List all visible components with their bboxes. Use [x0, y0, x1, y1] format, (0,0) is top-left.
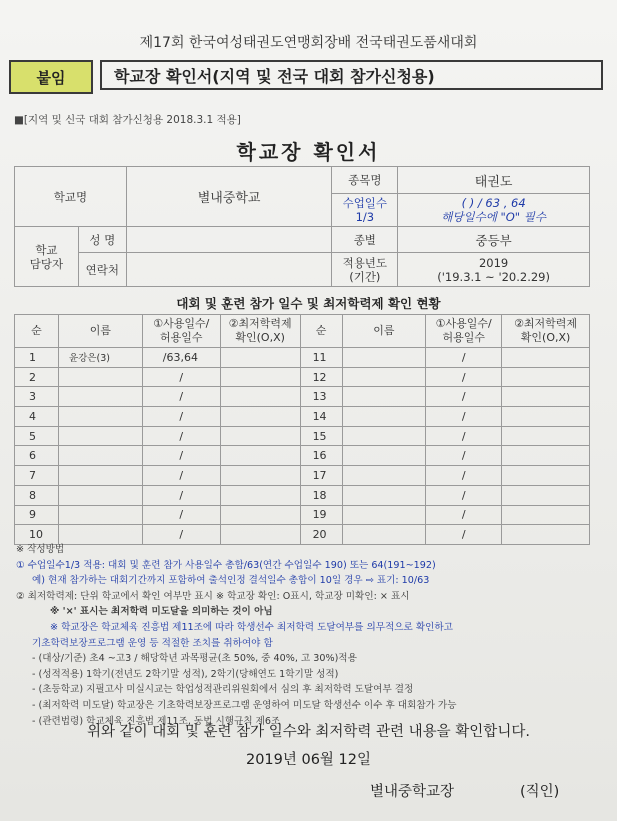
confirmation-statement: 위와 같이 대회 및 훈련 참가 일수와 최저학력 관련 내용을 확인합니다.: [87, 724, 530, 740]
class-days-label-line1: 수업일수: [342, 196, 388, 210]
row-number-cell: 20: [300, 525, 342, 545]
confirmation-date: 2019년 06월 12일: [245, 752, 372, 768]
used-days-cell[interactable]: /: [142, 446, 220, 466]
row-number-cell: 17: [300, 466, 342, 486]
class-days-value[interactable]: [398, 194, 590, 227]
instruction-detail-4: - (최저학력 미도달) 학교장은 기초학력보장프로그램 운영하여 미도달 학생선수 이수 후 대회참가 가능: [32, 699, 457, 711]
event-title: 제17회 한국여성태권도연맹회장배 전국태권도품새대회: [139, 35, 478, 51]
applicable-year-label-line1: 적용년도: [342, 255, 388, 270]
min-grade-check-cell[interactable]: [220, 466, 300, 486]
min-grade-check-cell[interactable]: [502, 348, 590, 368]
athlete-name-cell[interactable]: [58, 426, 142, 446]
school-info-table: [14, 166, 590, 287]
min-grade-check-cell[interactable]: [220, 485, 300, 505]
col-header-days-1: ①사용일수/ 허용일수: [142, 315, 220, 348]
used-days-cell[interactable]: /: [426, 485, 502, 505]
row-number-cell: 11: [300, 348, 342, 368]
athlete-name-cell[interactable]: [342, 426, 426, 446]
row-number-cell: 2: [15, 367, 59, 387]
athlete-name-cell[interactable]: [58, 387, 142, 407]
used-days-cell[interactable]: /: [142, 387, 220, 407]
used-days-cell[interactable]: /: [426, 407, 502, 427]
used-days-cell[interactable]: /: [426, 348, 502, 368]
min-grade-check-cell[interactable]: [220, 348, 300, 368]
used-days-cell[interactable]: /: [426, 505, 502, 525]
teacher-label-line1: 학교: [35, 242, 58, 257]
min-grade-check-cell[interactable]: [502, 485, 590, 505]
used-days-cell[interactable]: /63,64: [142, 348, 220, 368]
used-days-cell[interactable]: /: [142, 426, 220, 446]
athlete-name-cell[interactable]: [58, 407, 142, 427]
instruction-2c: ※ 학교장은 학교체육 진흥법 제11조에 따라 학생선수 최저학력 도달여부를 의무적으로 확인하고: [50, 621, 453, 633]
row-number-cell: 10: [15, 525, 59, 545]
min-grade-check-cell[interactable]: [502, 387, 590, 407]
applicable-year-label-line2: (기간): [349, 269, 381, 284]
applicable-year: 2019: [478, 255, 509, 270]
row-number-cell: 12: [300, 367, 342, 387]
used-days-cell[interactable]: /: [142, 367, 220, 387]
teacher-name-field[interactable]: [126, 227, 332, 253]
athlete-name-cell[interactable]: [58, 505, 142, 525]
col-header-min-1: ②최저학력제 확인(O,X): [220, 315, 300, 348]
instruction-2d: 기초학력보장프로그램 운영 등 적절한 조치를 취하여야 함: [32, 637, 273, 649]
athlete-name-cell[interactable]: [342, 348, 426, 368]
athlete-name-cell[interactable]: [342, 446, 426, 466]
row-number-cell: 1: [15, 348, 59, 368]
principal-signature: 별내중학교장: [370, 784, 455, 800]
instruction-detail-5: - (관련법령) 학교체육 진흥법 제11조, 동법 시행규칙 제6조: [32, 715, 281, 727]
teacher-contact-label: 연락처: [78, 253, 126, 287]
row-number-cell: 18: [300, 485, 342, 505]
athlete-name-cell[interactable]: [342, 505, 426, 525]
class-days-fraction: ( ) / 63 , 64: [461, 196, 526, 210]
min-grade-check-cell[interactable]: [220, 387, 300, 407]
instruction-detail-2: - (성적적용) 1학기(전년도 2학기말 성적), 2학기(당해연도 1학기말 성적): [32, 668, 339, 680]
event-type-value: 태권도: [398, 167, 590, 194]
athlete-name-cell[interactable]: [342, 387, 426, 407]
table-row: [15, 446, 590, 466]
applicable-period: ('19.3.1 ~ '20.2.29): [437, 269, 550, 284]
min-grade-check-cell[interactable]: [220, 446, 300, 466]
row-number-cell: 15: [300, 426, 342, 446]
row-number-cell: 3: [15, 387, 59, 407]
col-header-no-2: 순: [300, 315, 342, 348]
instruction-detail-3: - (초등학교) 지필고사 미실시교는 학업성적관리위원회에서 심의 후 최저학력 도달여부 결정: [32, 684, 414, 696]
instruction-2a: ② 최저학력제: 단위 학교에서 확인 여부만 표시 ※ 학교장 확인: O표시, 학교장 미확인: × 표시: [16, 590, 410, 602]
used-days-cell[interactable]: /: [142, 505, 220, 525]
row-number-cell: 8: [15, 485, 59, 505]
athlete-name-cell[interactable]: [58, 367, 142, 387]
event-type-label: 종목명: [332, 167, 398, 194]
class-days-label-line2: 1/3: [355, 210, 375, 224]
school-name: 별내중학교: [126, 167, 332, 227]
used-days-cell[interactable]: /: [142, 466, 220, 486]
athlete-name-cell[interactable]: [342, 407, 426, 427]
row-number-cell: 16: [300, 446, 342, 466]
col-header-name-1: 이름: [58, 315, 142, 348]
used-days-cell[interactable]: /: [142, 525, 220, 545]
participation-table: [14, 314, 590, 545]
instruction-detail-1: - (대상/기준) 초4 ~고3 / 해당학년 과목평균(초 50%, 중 40%, 고 30%)적용: [32, 653, 357, 665]
table-row: [15, 387, 590, 407]
used-days-cell[interactable]: /: [426, 446, 502, 466]
row-number-cell: 13: [300, 387, 342, 407]
col-header-no-1: 순: [15, 315, 59, 348]
attachment-badge: 붙임: [9, 60, 93, 94]
min-grade-check-cell[interactable]: [502, 407, 590, 427]
instruction-1a: ① 수업일수1/3 적용: 대회 및 훈련 참가 사용일수 총합/63(연간 수업일수 190) 또는 64(191~192): [16, 559, 436, 571]
used-days-cell[interactable]: /: [142, 485, 220, 505]
min-grade-check-cell[interactable]: [502, 466, 590, 486]
athlete-name-cell[interactable]: [58, 466, 142, 486]
row-number-cell: 19: [300, 505, 342, 525]
row-number-cell: 14: [300, 407, 342, 427]
instructions-heading: ※ 작성방법: [16, 544, 65, 555]
row-number-cell: 5: [15, 426, 59, 446]
instructions: [16, 542, 606, 729]
row-number-cell: 4: [15, 407, 59, 427]
table-row: [15, 466, 590, 486]
athlete-name-cell[interactable]: 윤강은(3): [58, 348, 142, 368]
teacher-label: [15, 227, 79, 287]
row-number-cell: 9: [15, 505, 59, 525]
instruction-1b: 예) 현재 참가하는 대회기간까지 포함하여 출석인정 결석일수 총합이 10일 경우 ⇨ 표기: 10/63: [32, 575, 430, 587]
class-days-label: [332, 194, 398, 227]
table-body: [15, 348, 590, 545]
row-number-cell: 7: [15, 466, 59, 486]
used-days-cell[interactable]: /: [426, 387, 502, 407]
used-days-cell[interactable]: /: [142, 407, 220, 427]
table-row: [15, 485, 590, 505]
table-row: [15, 407, 590, 427]
division-value: 중등부: [398, 227, 590, 253]
min-grade-check-cell[interactable]: [502, 367, 590, 387]
athlete-name-cell[interactable]: [342, 466, 426, 486]
applicable-year-label: [332, 253, 398, 287]
min-grade-check-cell[interactable]: [220, 505, 300, 525]
min-grade-check-cell[interactable]: [220, 426, 300, 446]
table-header-row: [15, 315, 590, 348]
row-number-cell: 6: [15, 446, 59, 466]
form-title: 학교장 확인서: [236, 140, 381, 164]
table-row: [15, 426, 590, 446]
athlete-name-cell[interactable]: [342, 485, 426, 505]
athlete-name-cell[interactable]: [58, 485, 142, 505]
table-row: [15, 348, 590, 368]
form-reference: ■[지역 및 신국 대회 참가신청용 2018.3.1 적용]: [14, 114, 241, 126]
athlete-name-cell[interactable]: [342, 367, 426, 387]
min-grade-check-cell[interactable]: [220, 407, 300, 427]
official-seal: (직인): [520, 784, 560, 800]
used-days-cell[interactable]: /: [426, 367, 502, 387]
section-title: 대회 및 훈련 참가 일수 및 최저학력제 확인 현황: [176, 296, 441, 311]
col-header-name-2: 이름: [342, 315, 426, 348]
min-grade-check-cell[interactable]: [502, 446, 590, 466]
class-days-note: 해당일수에 "O" 필수: [441, 210, 546, 224]
used-days-cell[interactable]: /: [426, 466, 502, 486]
col-header-min-2: ②최저학력제 확인(O,X): [502, 315, 590, 348]
min-grade-check-cell[interactable]: [502, 505, 590, 525]
document-heading: 학교장 확인서(지역 및 전국 대회 참가신청용): [100, 60, 603, 90]
athlete-name-cell[interactable]: [58, 446, 142, 466]
table-row: [15, 367, 590, 387]
table-row: [15, 505, 590, 525]
applicable-year-value: [398, 253, 590, 287]
min-grade-check-cell[interactable]: [220, 367, 300, 387]
used-days-cell[interactable]: /: [426, 525, 502, 545]
division-label: 종별: [332, 227, 398, 253]
col-header-days-2: ①사용일수/ 허용일수: [426, 315, 502, 348]
instruction-2b: ※ '×' 표시는 최저학력 미도달을 의미하는 것이 아님: [50, 606, 273, 618]
school-label: 학교명: [15, 167, 127, 227]
used-days-cell[interactable]: /: [426, 426, 502, 446]
min-grade-check-cell[interactable]: [502, 426, 590, 446]
teacher-name-label: 성 명: [78, 227, 126, 253]
teacher-label-line2: 담당자: [29, 256, 64, 271]
teacher-contact-field[interactable]: [126, 253, 332, 287]
